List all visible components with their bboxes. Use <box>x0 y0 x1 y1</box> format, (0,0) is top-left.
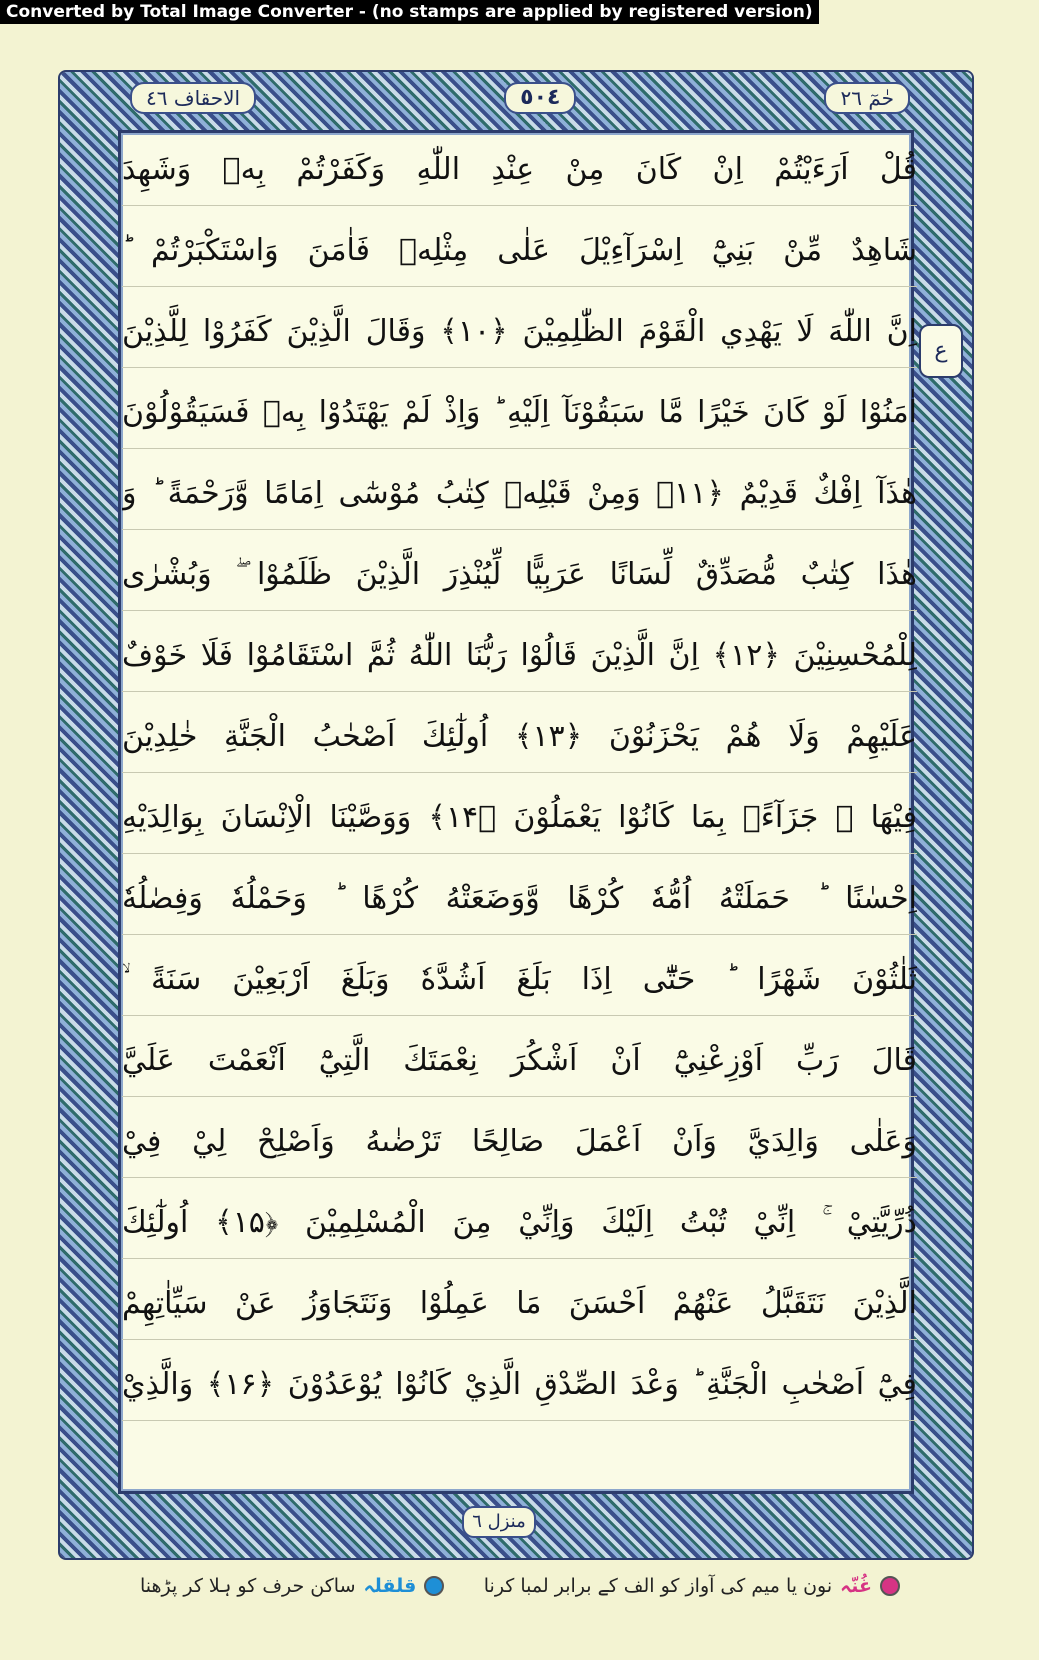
text-line: عَلَيْهِمْ وَلَا هُمْ يَحْزَنُوْنَ ﴿۱۳﴾ اُولٰٓئِكَ اَصْحٰبُ الْجَنَّةِ خٰلِدِيْنَ <box>122 702 917 773</box>
text-line: قَالَ رَبِّ اَوْزِعْنِيْٓ اَنْ اَشْكُرَ نِعْمَتَكَ الَّتِيْٓ اَنْعَمْتَ عَلَيَّ <box>122 1026 917 1097</box>
text-line: لِلْمُحْسِنِيْنَ ﴿۱۲﴾ اِنَّ الَّذِيْنَ قَالُوْا رَبُّنَا اللّٰهُ ثُمَّ اسْتَقَامُوْا فَلَا خَوْفٌ <box>122 621 917 692</box>
text-line: قُلْ اَرَءَيْتُمْ اِنْ كَانَ مِنْ عِنْدِ اللّٰهِ وَكَفَرْتُمْ بِهٖ وَشَهِدَ <box>122 135 917 206</box>
page-number: ٥٠٤ <box>504 82 576 114</box>
legend-ghunna <box>484 1575 900 1597</box>
text-line: فِيْٓ اَصْحٰبِ الْجَنَّةِ ؕ وَعْدَ الصِّدْقِ الَّذِيْ كَانُوْا يُوْعَدُوْنَ ﴿۱۶﴾ وَالَّذِيْ <box>122 1350 917 1421</box>
ghunna-description: نون یا میم کی آواز کو الف کے برابر لمبا کرنا <box>483 1575 833 1597</box>
text-line: هٰذَا كِتٰبٌ مُّصَدِّقٌ لِّسَانًا عَرَبِيًّا لِّيُنْذِرَ الَّذِيْنَ ظَلَمُوْا ۖ وَبُشْرٰى <box>122 540 917 611</box>
qalqala-term: قلقلہ <box>363 1575 417 1597</box>
manzil-label: منزل ٦ <box>462 1506 536 1538</box>
text-line: ذُرِّيَّتِيْ ۚ اِنِّيْ تُبْتُ اِلَيْكَ وَاِنِّيْ مِنَ الْمُسْلِمِيْنَ ﴿۱۵﴾ اُولٰٓئِكَ <box>122 1188 917 1259</box>
text-line: شَاهِدٌ مِّنْ بَنِيْٓ اِسْرَآءِيْلَ عَلٰى مِثْلِهٖ فَاٰمَنَ وَاسْتَكْبَرْتُمْ ؕ <box>122 216 917 287</box>
text-line: اِحْسٰنًا ؕ حَمَلَتْهُ اُمُّهٗ كُرْهًا وَّوَضَعَتْهُ كُرْهًا ؕ وَحَمْلُهٗ وَفِصٰلُهٗ <box>122 864 917 935</box>
text-line: الَّذِيْنَ نَتَقَبَّلُ عَنْهُمْ اَحْسَنَ مَا عَمِلُوْا وَنَتَجَاوَزُ عَنْ سَيِّاٰتِهِمْ <box>122 1269 917 1340</box>
ghunna-term: غُنّہ <box>840 1575 872 1597</box>
qalqala-description: ساکن حرف کو ہلا کر پڑھنا <box>140 1575 356 1597</box>
quran-text-lines <box>122 135 917 1437</box>
qalqala-flower-icon <box>424 1576 444 1596</box>
surah-label: الاحقاف ٤٦ <box>130 82 256 114</box>
ruku-marker: ع <box>919 324 963 378</box>
page-header <box>130 80 910 116</box>
text-line: هٰذَآ اِفْكٌ قَدِيْمٌ ﴿۱۱﴾ وَمِنْ قَبْلِهٖ كِتٰبُ مُوْسٰٓى اِمَامًا وَّرَحْمَةً ؕ وَ <box>122 459 917 530</box>
tajweed-legend <box>140 1566 900 1606</box>
ghunna-flower-icon <box>880 1576 900 1596</box>
converter-watermark: Converted by Total Image Converter - (no stamps are applied by registered version) <box>0 0 819 24</box>
juz-label: حٰمٓ ٢٦ <box>824 82 910 114</box>
legend-qalqala <box>140 1575 444 1597</box>
text-line: اِنَّ اللّٰهَ لَا يَهْدِي الْقَوْمَ الظّٰلِمِيْنَ ﴿۱۰﴾ وَقَالَ الَّذِيْنَ كَفَرُوْا لِلَّذِيْنَ <box>122 297 917 368</box>
text-line: ثَلٰثُوْنَ شَهْرًا ؕ حَتّٰٓى اِذَا بَلَغَ اَشُدَّهٗ وَبَلَغَ اَرْبَعِيْنَ سَنَةً ۙ <box>122 945 917 1016</box>
text-line: اٰمَنُوْا لَوْ كَانَ خَيْرًا مَّا سَبَقُوْنَآ اِلَيْهِ ؕ وَاِذْ لَمْ يَهْتَدُوْا بِهٖ فَسَيَقُوْلُوْنَ <box>122 378 917 449</box>
text-line: وَعَلٰى وَالِدَيَّ وَاَنْ اَعْمَلَ صَالِحًا تَرْضٰىهُ وَاَصْلِحْ لِيْ فِيْ <box>122 1107 917 1178</box>
text-line: فِيْهَا ۚ جَزَآءًۢ بِمَا كَانُوْا يَعْمَلُوْنَ ﴿۱۴﴾ وَوَصَّيْنَا الْاِنْسَانَ بِوَالِدَيْهِ <box>122 783 917 854</box>
